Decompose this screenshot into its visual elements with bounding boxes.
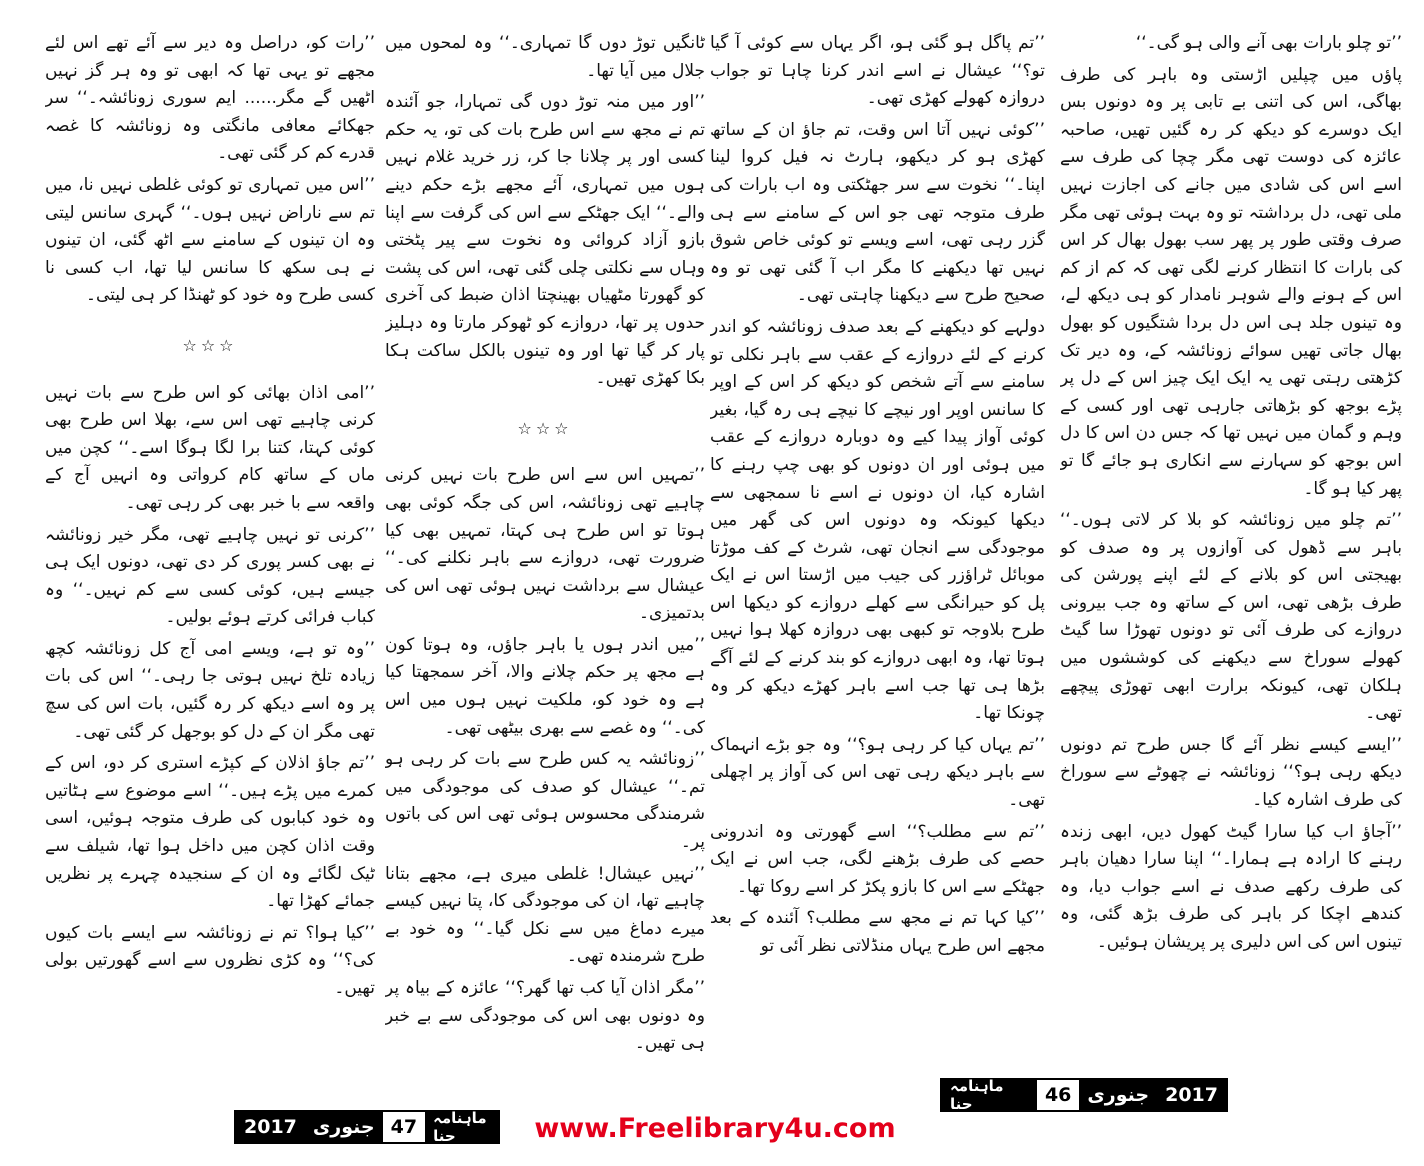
paragraph: ٹانگیں توڑ دوں گا تمہاری۔‘‘ وہ لمحوں میں جلال میں آیا تھا۔ [385, 33, 705, 81]
paragraph: ’’کرنی تو نہیں چاہیے تھی، مگر خیر زونائشہ نے بھی کسر پوری کر دی تھی، دونوں ایک ہی جیسے ہیں، کوئی کسی سے کم نہیں۔‘‘ وہ کباب فرائی کرتے ہوئے بولیں۔ [45, 524, 375, 628]
paragraph: ’’مگر اذان آیا کب تھا گھر؟‘‘ عائزہ کے بیاہ پر وہ دونوں بھی اس کی موجودگی سے بے خبر ہی تھیں۔ [385, 978, 705, 1054]
paragraph: دولہے کو دیکھنے کے بعد صدف زونائشہ کو اندر کرنے کے لئے دروازے کے عقب سے باہر نکلی تو سامنے سے آتے شخص کو دیکھ کر اس کے اوپر کا سانس اوپر اور نیچے کا نیچے ہی رہ گیا، بغیر کوئی آواز پیدا کیے وہ دوبارہ دروازے کے عقب میں ہوئی اور ان دونوں کو بھی چپ رہنے کا اشارہ کیا، ان دونوں نے اسے نا سمجھی سے دیکھا کیونکہ وہ دونوں اس کی گھر میں موجودگی سے انجان تھی، شرٹ کے کف موڑتا موبائل ٹراؤزر کی جیب میں اڑستا اس نے ایک پل کو حیرانگی سے کھلے دروازے کو دیکھا اس طرح بلاوجہ تو کبھی بھی دروازہ کھلا ہوا نہیں ہوتا تھا، وہ ابھی دروازے کو بند کرنے کے لئے آگے بڑھا ہی تھا جب اسے باہر کھڑے دیکھ کر وہ چونکا تھا۔ [710, 316, 1045, 724]
paragraph: ’’وہ تو ہے، ویسے امی آج کل زونائشہ کچھ زیادہ تلخ نہیں ہوتی جا رہی۔‘‘ اس کی بات پر وہ اسے دیکھ کر رہ گئیں، بات اس کی سچ تھی مگر ان کے دل کو بوجھل کر گئی تھی۔ [45, 638, 375, 742]
paragraph: ’’زونائشہ یہ کس طرح سے بات کر رہی ہو تم۔‘‘ عیشال کو صدف کی موجودگی میں شرمندگی محسوس ہوئی تھی اس کی باتوں پر۔ [385, 749, 705, 853]
footer-page-number: 47 [383, 1112, 425, 1142]
footer-magazine-name: ماہنامہ حنا [433, 1109, 487, 1145]
footer-website-url: www.Freelibrary4u.com [534, 1113, 896, 1144]
paragraph: ’’اس میں تمہاری تو کوئی غلطی نہیں نا، میں تم سے ناراض نہیں ہوں۔‘‘ گہری سانس لیتی وہ ان تینوں کے سامنے سے اٹھ گئی، ان تینوں نے ہی سکھ کا سانس لیا تھا، اب کسی نا کسی طرح وہ خود کو ٹھنڈا کر ہی لیتی۔ [45, 174, 375, 306]
section-separator-stars: ☆☆☆ [517, 418, 573, 438]
footer-page-number: 46 [1037, 1080, 1079, 1110]
paragraph: ’’تو چلو بارات بھی آنے والی ہو گی۔‘‘ [1135, 33, 1402, 53]
footer-year: 2017 [1165, 1084, 1218, 1106]
footer-month: جنوری [312, 1116, 375, 1138]
paragraph: ’’ایسے کیسے نظر آئے گا جس طرح تم دونوں دیکھ رہی ہو؟‘‘ زونائشہ نے چھوٹے سے سوراخ کی طرف اشارہ کیا۔ [1060, 734, 1402, 811]
paragraph: ’’اور میں منہ توڑ دوں گی تمہارا، جو آئندہ تم نے مجھ سے اس طرح بات کی تو، یہ حکم کسی اور پر چلانا جا کر، زر خرید غلام نہیں ہوں میں تمہاری، آئے مجھے بڑے حکم دینے والے۔‘‘ ایک جھٹکے سے اس کی گرفت سے اپنا بازو آزاد کروائی وہ نخوت سے پیر پٹختی وہاں سے نکلتی چلی گئی تھی، اس کی پشت کو گھورتا مٹھیاں بھینچتا اذان ضبط کی آخری حدوں پر تھا، دروازے کو ٹھوکر مارتا وہ دہلیز پار کر گیا تھا اور وہ تینوں بالکل ساکت ہکا بکا کھڑی تھیں۔ [385, 92, 705, 389]
text-column-2 [710, 30, 1045, 1090]
footer-magazine-name: ماہنامہ حنا [950, 1077, 1004, 1113]
paragraph: ’’کوئی نہیں آتا اس وقت، تم جاؤ ان کے ساتھ کھڑی ہو کر دیکھو، ہارٹ نہ فیل کروا لینا اپنا۔‘‘ نخوت سے سر جھٹکتی وہ اب بارات کی طرف متوجہ تھی جو اس کے سامنے سے ہی گزر رہی تھی، اسے ویسے تو کوئی خاص شوق نہیں تھا دیکھنے کا مگر اب آ گئی تھی تو وہ صحیح طرح سے دیکھنا چاہتی تھی۔ [710, 119, 1045, 306]
paragraph: ’’تم جاؤ اذلان کے کپڑے استری کر دو، اس کے کمرے میں پڑے ہیں۔‘‘ اسے موضوع سے ہٹاتیں وہ خود کبابوں کی طرف متوجہ ہوئیں، اسی وقت اذان کچن میں داخل ہوا تھا، شیلف سے ٹیک لگائے وہ ان کے سنجیدہ چہرے پر نظریں جمائے کھڑا تھا۔ [45, 753, 375, 912]
paragraph: پاؤں میں چپلیں اڑستی وہ باہر کی طرف بھاگی، اس کی اتنی بے تابی پر وہ دونوں بس ایک دوسرے کو دیکھ کر رہ گئیں تھیں، صاحبہ عائزہ کی دوست تھی مگر چچا کی طرف سے اسے اس کی شادی میں جانے کی اجازت نہیں ملی تھی، دل برداشتہ تو وہ بہت ہوئی تھی مگر صرف وقتی طور پر پھر سب بھول بھال کر اس کی بارات کا انتظار کرنے لگی تھی کہ کم از کم اس کے ہونے والے شوہر نامدار کو ہی دیکھ لے، وہ تینوں جلد ہی اس دل بردا شتگیوں کو بھول بھال جاتی تھیں سوائے زونائشہ کے، وہ دیر تک کڑھتی رہتی تھی یہ ایک ایک چیز اس کے دل پر پڑے بوجھ کو بڑھاتی جارہی تھی اور کسی کے وہم و گمان میں نہیں تھا کہ جس دن اس کا دل اس بوجھ کو سہارنے سے انکاری ہو جائے گا تو پھر کیا ہو گا۔ [1060, 64, 1402, 499]
footer-month: جنوری [1087, 1084, 1150, 1106]
paragraph: ’’تمہیں اس سے اس طرح بات نہیں کرنی چاہیے تھی زونائشہ، اس کی جگہ کوئی بھی ہوتا تو اس طرح ہی کہتا، تمہیں بھی کیا ضرورت تھی، دروازے سے باہر نکلنے کی۔‘‘ عیشال سے برداشت نہیں ہوئی تھی اس کی بدتمیزی۔ [385, 465, 705, 624]
paragraph: ’’نہیں عیشال! غلطی میری ہے، مجھے بتانا چاہیے تھا، ان کی موجودگی کا، پتا نہیں کیسے میرے دماغ میں سے نکل گیا۔‘‘ وہ خود بے طرح شرمندہ تھی۔ [385, 863, 705, 967]
paragraph: ’’میں اندر ہوں یا باہر جاؤں، وہ ہوتا کون ہے مجھ پر حکم چلانے والا، آخر سمجھتا کیا ہے وہ خود کو، ملکیت نہیں ہوں میں اس کی۔‘‘ وہ غصے سے بھری بیٹھی تھی۔ [385, 634, 705, 738]
paragraph: ’’تم یہاں کیا کر رہی ہو؟‘‘ وہ جو بڑے انہماک سے باہر دیکھ رہی تھی اس کی آواز پر اچھلی تھی۔ [710, 734, 1045, 811]
paragraph: ’’تم پاگل ہو گئی ہو، اگر یہاں سے کوئی آ گیا تو؟‘‘ عیشال نے اسے اندر کرنا چاہا تو جواب دروازہ کھولے کھڑی تھی۔ [710, 33, 1045, 109]
footer-year: 2017 [244, 1116, 297, 1138]
paragraph: ’’کیا کہا تم نے مجھ سے مطلب؟ آئندہ کے بعد مجھے اس طرح یہاں منڈلاتی نظر آئی تو [710, 908, 1045, 956]
text-column-1 [1060, 30, 1402, 1090]
paragraph: ’’تم چلو میں زونائشہ کو بلا کر لاتی ہوں۔‘‘ باہر سے ڈھول کی آوازوں پر وہ صدف کو بھیجتی اس کو بلانے کے لئے اپنے پورشن کی طرف بڑھی تھی، اس کے ساتھ وہ جب بیرونی دروازے کی طرف آئی تو دونوں تھوڑا سا گیٹ کھولے سوراخ سے دیکھنے کی کوششوں میں ہلکان تھی، کیونکہ برارت ابھی تھوڑی پیچھے تھی۔ [1060, 510, 1402, 724]
paragraph: ’’امی اذان بھائی کو اس طرح سے بات نہیں کرنی چاہیے تھی اس سے، بھلا اس طرح بھی کوئی کہتا، کتنا برا لگا ہوگا اسے۔‘‘ کچن میں ماں کے ساتھ کام کرواتی وہ انہیں آج کے واقعہ سے با خبر بھی کر رہی تھی۔ [45, 382, 375, 513]
paragraph: ’’رات کو، دراصل وہ دیر سے آئے تھے اس لئے مجھے تو یہی تھا کہ ابھی تو وہ ہر گز نہیں اٹھیں گے مگر...... ایم سوری زونائشہ۔‘‘ سر جھکائے معافی مانگتی وہ زونائشہ کا غصہ قدرے کم کر گئی تھی۔ [45, 33, 375, 164]
text-column-4 [45, 30, 375, 1090]
section-separator-stars: ☆☆☆ [182, 335, 238, 355]
paragraph: ’’کیا ہوا؟ تم نے زونائشہ سے ایسے بات کیوں کی؟‘‘ وہ کڑی نظروں سے اسے گھورتیں بولی تھیں۔ [45, 922, 375, 998]
text-column-3 [385, 30, 705, 1090]
footer-badge-page-47 [234, 1110, 500, 1144]
paragraph: ’’تم سے مطلب؟‘‘ اسے گھورتی وہ اندرونی حصے کی طرف بڑھنے لگی، جب اس نے ایک جھٹکے سے اس کا بازو پکڑ کر اسے روکا تھا۔ [710, 821, 1045, 897]
paragraph: ’’آجاؤ اب کیا سارا گیٹ کھول دیں، ابھی زندہ رہنے کا ارادہ ہے ہمارا۔‘‘ اپنا سارا دھیان باہر کی طرف رکھے صدف نے اسے جواب دیا، وہ کندھے اچکا کر باہر کی طرف بڑھ گئی، وہ تینوں اس کی اس دلیری پر پریشان ہوئیں۔ [1060, 821, 1402, 952]
footer-badge-page-46 [940, 1078, 1228, 1112]
